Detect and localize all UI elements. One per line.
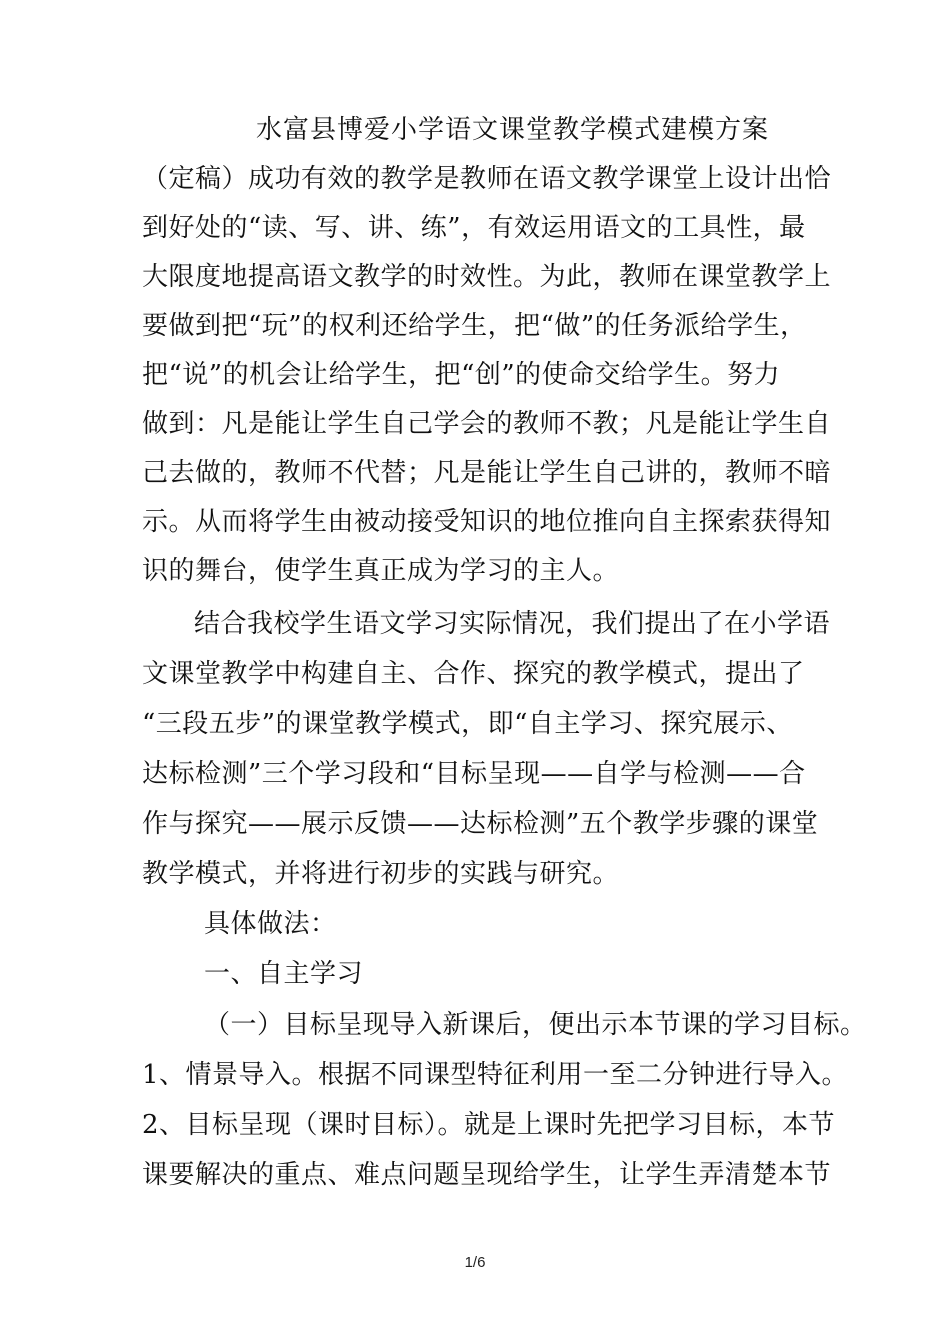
body-line-11: 文课堂教学中构建自主、合作、探究的教学模式，提出了 — [142, 659, 805, 689]
body-line-19: 1、情景导入。根据不同课型特征利用一至二分钟进行导入。 — [142, 1060, 849, 1090]
body-line-9: 识的舞台，使学生真正成为学习的主人。 — [142, 556, 620, 586]
body-line-20: 2、目标呈现（课时目标）。就是上课时先把学习目标，本节 — [142, 1110, 836, 1140]
body-line-18: （一）目标呈现导入新课后，便出示本节课的学习目标。 — [204, 1010, 867, 1040]
body-line-16: 具体做法： — [204, 909, 337, 939]
page-number: 1/6 — [464, 1254, 486, 1271]
body-line-21: 课要解决的重点、难点问题呈现给学生，让学生弄清楚本节 — [142, 1160, 832, 1190]
body-line-8: 示。从而将学生由被动接受知识的地位推向自主探索获得知 — [142, 507, 832, 537]
document-title: 水富县博爱小学语文课堂教学模式建模方案 — [256, 115, 770, 145]
body-line-7: 己去做的，教师不代替；凡是能让学生自己讲的，教师不暗 — [142, 458, 832, 488]
body-line-15: 教学模式，并将进行初步的实践与研究。 — [142, 859, 620, 889]
body-line-14: 作与探究——展示反馈——达标检测”五个教学步骤的课堂 — [142, 809, 819, 839]
body-line-1: （定稿）成功有效的教学是教师在语文教学课堂上设计出恰 — [142, 164, 832, 194]
body-line-2: 到好处的“读、写、讲、练”，有效运用语文的工具性，最 — [142, 213, 806, 243]
body-line-6: 做到：凡是能让学生自己学会的教师不教；凡是能让学生自 — [142, 409, 832, 439]
body-line-5: 把“说”的机会让给学生，把“创”的使命交给学生。努力 — [142, 360, 781, 390]
body-line-4: 要做到把“玩”的权利还给学生，把“做”的任务派给学生， — [142, 311, 807, 341]
body-line-13: 达标检测”三个学习段和“目标呈现——自学与检测——合 — [142, 759, 806, 789]
body-line-12: “三段五步”的课堂教学模式，即“自主学习、探究展示、 — [142, 709, 793, 739]
body-line-10: 结合我校学生语文学习实际情况，我们提出了在小学语 — [194, 609, 831, 639]
body-line-3: 大限度地提高语文教学的时效性。为此，教师在课堂教学上 — [142, 262, 832, 292]
section-heading: 一、自主学习 — [204, 959, 364, 989]
